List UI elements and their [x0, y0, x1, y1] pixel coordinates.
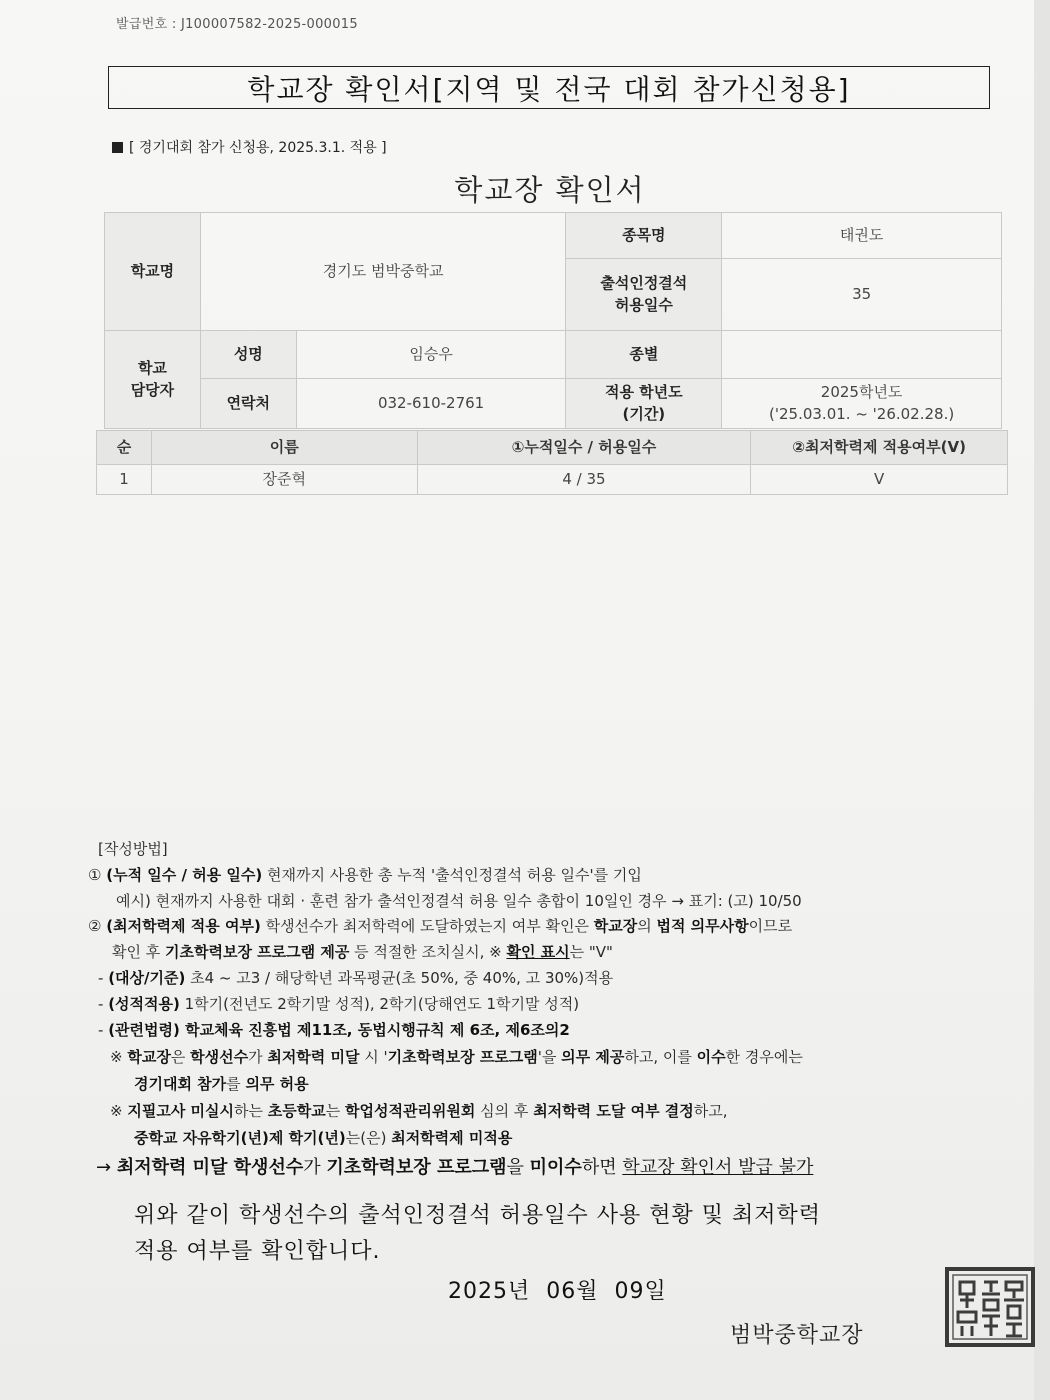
text: 은 [170, 1048, 191, 1066]
instruction-line [88, 915, 792, 936]
text: 초4 ~ 고3 / 해당학년 과목평균(초 50%, 중 40%, 고 30%)적용 [185, 969, 614, 987]
bold-text: 학업성적관리위원회 [344, 1102, 476, 1120]
bold-text: 최저학력 도달 여부 결정 [533, 1102, 694, 1120]
item-number: ② [88, 917, 102, 935]
bold-text: 경기대회 참가 [134, 1075, 227, 1093]
warning-line [96, 1153, 813, 1179]
instruction-line [112, 941, 613, 962]
bold-text: (관련법령) 학교체육 진흥법 제11조, 동법시행규칙 제 6조, 제6조의2 [108, 1021, 570, 1039]
usage-note-text: [ 경기대회 참가 신청용, 2025.3.1. 적용 ] [129, 140, 387, 156]
bold-text: (성적적용) [108, 995, 180, 1013]
allowed-absence-label-line1: 출석인정결석 [600, 273, 688, 292]
item-number: ① [88, 866, 102, 884]
sport-name-label: 종목명 [566, 213, 722, 259]
text: 를 [226, 1075, 246, 1093]
text: - [98, 969, 109, 987]
bold-text: 최저학력 미달 학생선수 [116, 1157, 304, 1178]
instruction-line [98, 967, 613, 988]
student-table-header [97, 431, 1008, 465]
text: 확인 후 [112, 943, 166, 961]
instruction-line [134, 1073, 309, 1094]
row-number: 1 [97, 465, 152, 495]
column-header: ②최저학력제 적용여부(V) [751, 431, 1008, 465]
bold-text: 기초학력보장 프로그램 [326, 1157, 507, 1178]
document-title: 학교장 확인서[지역 및 전국 대회 참가신청용] [108, 66, 990, 109]
column-header: ①누적일수 / 허용일수 [417, 431, 751, 465]
school-year-value-line2: ('25.03.01. ~ '26.02.28.) [769, 404, 955, 423]
bold-text: 의무 허용 [245, 1075, 309, 1093]
bold-text: 기초학력보장 프로그램 제공 [165, 943, 350, 961]
category-value [722, 331, 1002, 379]
school-manager-label [105, 331, 201, 429]
text: 는 "V" [569, 943, 613, 961]
text: 현재까지 사용한 총 누적 '출석인정결석 허용 일수'를 기입 [262, 866, 642, 884]
text: 는(은) [345, 1129, 392, 1147]
column-header: 이름 [151, 431, 417, 465]
text: 하는 [234, 1102, 268, 1120]
text: 가 [248, 1048, 268, 1066]
school-manager-label-line2: 담당자 [130, 380, 175, 399]
text: 심의 후 [475, 1102, 534, 1120]
square-bullet-icon [112, 142, 123, 153]
text: 하면 [581, 1157, 623, 1178]
instruction-line [88, 864, 642, 885]
school-info-table [104, 212, 1002, 429]
instruction-line [98, 993, 579, 1014]
bold-text: 학교장 [593, 917, 638, 935]
text: ※ [110, 1048, 128, 1066]
school-year-label [566, 379, 722, 429]
category-label: 종별 [566, 331, 722, 379]
sport-name-value: 태권도 [722, 213, 1002, 259]
bold-text: 초등학교 [267, 1102, 326, 1120]
school-name-value: 경기도 범박중학교 [200, 213, 566, 331]
bold-text: 최저학력 미달 [267, 1048, 360, 1066]
bold-text: 학생선수 [190, 1048, 249, 1066]
bold-text: 중학교 자유학기(년)제 학기(년) [134, 1129, 346, 1147]
manager-name-value: 임승우 [296, 331, 566, 379]
bold-text: 학교장 [127, 1048, 171, 1066]
arrow-icon: → [96, 1157, 117, 1178]
column-header: 순 [97, 431, 152, 465]
contact-value: 032-610-2761 [296, 379, 566, 429]
confirmation-line2: 적용 여부를 확인합니다. [134, 1239, 381, 1264]
confirmation-line1: 위와 같이 학생선수의 출석인정결석 허용일수 사용 현황 및 최저학력 [134, 1203, 822, 1228]
text: 가 [303, 1157, 327, 1178]
contact-label: 연락처 [200, 379, 296, 429]
student-table [96, 430, 1008, 495]
text: 등 적절한 조치실시, ※ [349, 943, 507, 961]
text: 한 경우에는 [725, 1048, 803, 1066]
absence-days: 4 / 35 [417, 465, 751, 495]
school-year-value-line1: 2025학년도 [820, 382, 903, 401]
instruction-line [98, 1019, 570, 1040]
text: 1학기(전년도 2학기말 성적), 2학기(당해연도 1학기말 성적) [179, 995, 580, 1013]
school-seal-stamp [944, 1266, 1036, 1348]
text: 하고, [693, 1102, 728, 1120]
bold-text: (최저학력제 적용 여부) [106, 917, 261, 935]
text: 시 ' [359, 1048, 388, 1066]
text: '을 [537, 1048, 562, 1066]
issue-number: 발급번호 : J100007582-2025-000015 [116, 17, 358, 32]
school-manager-label-line1: 학교 [137, 358, 167, 377]
bold-text: 이수 [696, 1048, 726, 1066]
text: 이므로 [748, 917, 793, 935]
school-year-value [722, 379, 1002, 429]
allowed-absence-label-line2: 허용일수 [614, 295, 673, 314]
bold-text: 법적 의무사항 [656, 917, 749, 935]
text: - [98, 995, 109, 1013]
school-year-label-line2: (기간) [622, 404, 666, 423]
bold-text: 최저학력제 미적용 [391, 1129, 513, 1147]
bold-text: 의무 제공 [561, 1048, 625, 1066]
text: 의 [637, 917, 657, 935]
bold-text: (대상/기준) [108, 969, 186, 987]
student-name: 장준혁 [151, 465, 417, 495]
text: 학생선수가 최저학력에 도달하였는지 여부 확인은 [260, 917, 594, 935]
underlined-text: 확인 표시 [506, 943, 570, 961]
instruction-line [110, 1100, 728, 1121]
usage-note [112, 137, 387, 157]
seal-glyphs [958, 1282, 1024, 1336]
text: 을 [506, 1157, 530, 1178]
text: 는 [325, 1102, 345, 1120]
table-row [97, 465, 1008, 495]
bold-text: 지필고사 미실시 [127, 1102, 234, 1120]
manager-name-label: 성명 [200, 331, 296, 379]
instruction-line: 예시) 현재까지 사용한 대회 · 훈련 참가 출석인정결석 허용 일수 총합이 10일인 경우 → 표기: (고) 10/50 [116, 892, 802, 910]
allowed-absence-value: 35 [722, 259, 1002, 331]
underlined-text: 학교장 확인서 발급 불가 [622, 1157, 814, 1178]
allowed-absence-label [566, 259, 722, 331]
instruction-line [110, 1046, 803, 1067]
school-year-label-line1: 적용 학년도 [604, 382, 683, 401]
instructions-heading: [작성방법] [98, 840, 168, 858]
principal-title: 범박중학교장 [730, 1323, 864, 1348]
text: ※ [110, 1102, 128, 1120]
form-subtitle: 학교장 확인서 [454, 173, 646, 207]
instruction-line [134, 1127, 512, 1148]
text: 하고, 이를 [624, 1048, 697, 1066]
issue-date: 2025년 06월 09일 [448, 1279, 667, 1304]
minimum-achievement-check: V [751, 465, 1008, 495]
bold-text: 기초학력보장 프로그램 [387, 1048, 538, 1066]
school-name-label: 학교명 [105, 213, 201, 331]
text: - [98, 1021, 109, 1039]
bold-text: (누적 일수 / 허용 일수) [106, 866, 263, 884]
bold-text: 미이수 [529, 1157, 582, 1178]
